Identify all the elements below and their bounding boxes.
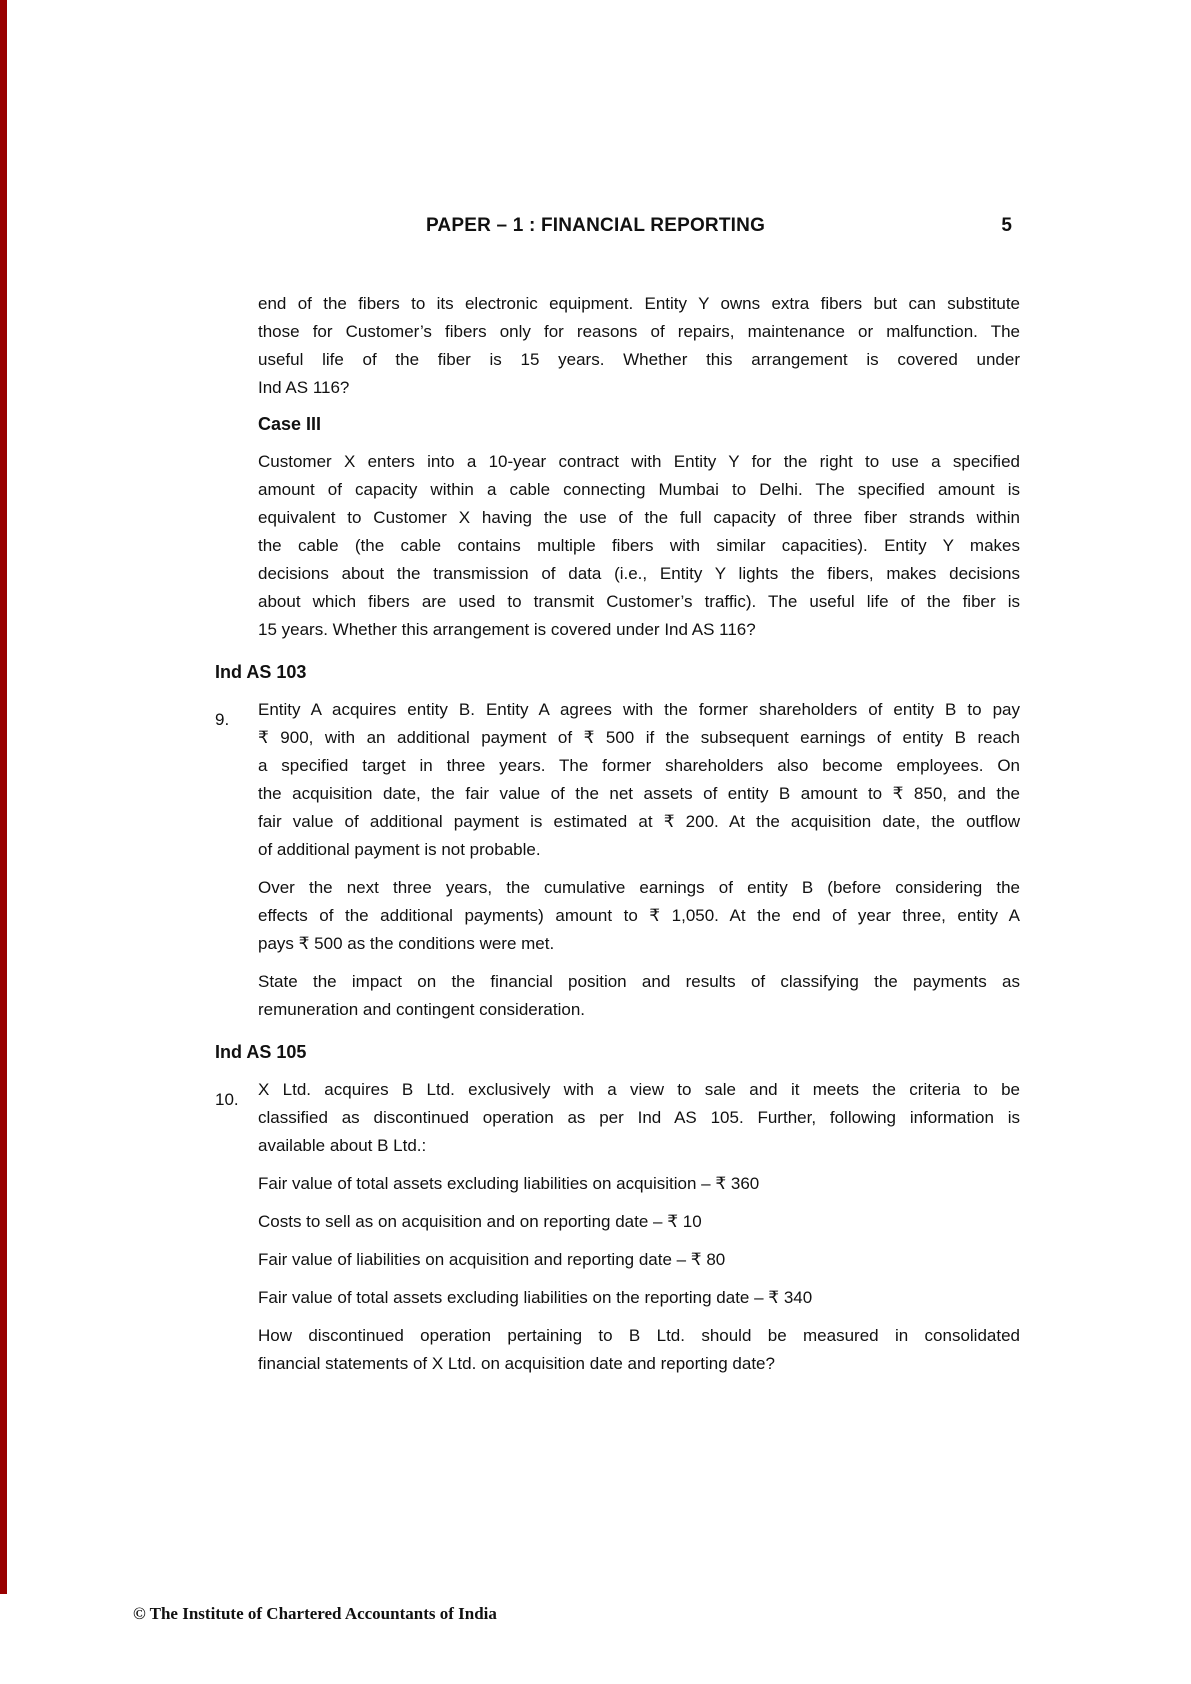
text-line: amount of capacity within a cable connecting Mumbai to Delhi. The specified amount is [258, 480, 1020, 499]
text-line: end of the fibers to its electronic equipment. Entity Y owns extra fibers but can substitute [258, 294, 1020, 313]
fact-line-4 [258, 1284, 1020, 1312]
question-10-paragraph-1 [258, 1076, 1020, 1160]
fact-line-2 [258, 1208, 1020, 1236]
text-line: useful life of the fiber is 15 years. Whether this arrangement is covered under [258, 350, 1020, 369]
question-9-paragraph-2 [258, 874, 1020, 958]
text-line: Fair value of liabilities on acquisition and reporting date – ₹ 80 [258, 1250, 726, 1269]
text-line: available about B Ltd.: [258, 1136, 427, 1155]
text-line: Fair value of total assets excluding liabilities on the reporting date – ₹ 340 [258, 1288, 813, 1307]
text-line: Over the next three years, the cumulative earnings of entity B (before considering the [258, 878, 1020, 897]
question-9-number: 9. [215, 710, 230, 729]
text-line: Entity A acquires entity B. Entity A agrees with the former shareholders of entity B to pay [258, 700, 1020, 719]
case-iii-paragraph [258, 448, 1020, 644]
fact-line-3 [258, 1246, 1020, 1274]
question-10-number: 10. [215, 1090, 239, 1109]
text-line: How discontinued operation pertaining to B Ltd. should be measured in consolidated [258, 1326, 1020, 1345]
copyright-footer: © The Institute of Chartered Accountants of India [133, 1604, 497, 1623]
text-line: decisions about the transmission of data (i.e., Entity Y lights the fibers, makes decisions [258, 564, 1020, 583]
text-line: the acquisition date, the fair value of the net assets of entity B amount to ₹ 850, and the [258, 784, 1020, 803]
text-line: X Ltd. acquires B Ltd. exclusively with a view to sale and it meets the criteria to be [258, 1080, 1020, 1099]
question-9-paragraph-1 [258, 696, 1020, 864]
text-line: Ind AS 116? [258, 378, 350, 397]
page-number: 5 [1001, 215, 1012, 236]
ind-as-103-heading: Ind AS 103 [215, 662, 307, 682]
case-iii-heading: Case III [258, 414, 322, 434]
text-line: Fair value of total assets excluding liabilities on acquisition – ₹ 360 [258, 1174, 760, 1193]
text-line: Costs to sell as on acquisition and on reporting date – ₹ 10 [258, 1212, 702, 1231]
text-line: equivalent to Customer X having the use of the full capacity of three fiber strands within [258, 508, 1020, 527]
question-10-question-paragraph [258, 1322, 1020, 1378]
text-line: remuneration and contingent consideration. [258, 1000, 585, 1019]
text-line: classified as discontinued operation as per Ind AS 105. Further, following information is [258, 1108, 1020, 1127]
text-line: State the impact on the financial position and results of classifying the payments as [258, 972, 1020, 991]
text-line: 15 years. Whether this arrangement is covered under Ind AS 116? [258, 620, 756, 639]
page-title: PAPER – 1 : FINANCIAL REPORTING [425, 215, 766, 236]
text-line: ₹ 900, with an additional payment of ₹ 500 if the subsequent earnings of entity B reach [258, 728, 1020, 747]
text-line: pays ₹ 500 as the conditions were met. [258, 934, 555, 953]
text-line: about which fibers are used to transmit Customer’s traffic). The useful life of the fiber is [258, 592, 1020, 611]
text-line: those for Customer’s fibers only for reasons of repairs, maintenance or malfunction. The [258, 322, 1020, 341]
text-line: fair value of additional payment is estimated at ₹ 200. At the acquisition date, the outflow [258, 812, 1020, 831]
question-9 [215, 696, 1020, 1024]
question-9-paragraph-3 [258, 968, 1020, 1024]
page-header [0, 212, 1191, 240]
text-line: a specified target in three years. The former shareholders also become employees. On [258, 756, 1020, 775]
text-line: financial statements of X Ltd. on acquisition date and reporting date? [258, 1354, 775, 1373]
intro-paragraph [258, 290, 1020, 402]
document-body [215, 240, 1020, 1378]
ind-as-105-heading: Ind AS 105 [215, 1042, 307, 1062]
text-line: of additional payment is not probable. [258, 840, 541, 859]
fact-line-1 [258, 1170, 1020, 1198]
text-line: Customer X enters into a 10-year contract with Entity Y for the right to use a specified [258, 452, 1020, 471]
question-10 [215, 1076, 1020, 1378]
text-line: effects of the additional payments) amount to ₹ 1,050. At the end of year three, entity A [258, 906, 1020, 925]
text-line: the cable (the cable contains multiple fibers with similar capacities). Entity Y makes [258, 536, 1020, 555]
